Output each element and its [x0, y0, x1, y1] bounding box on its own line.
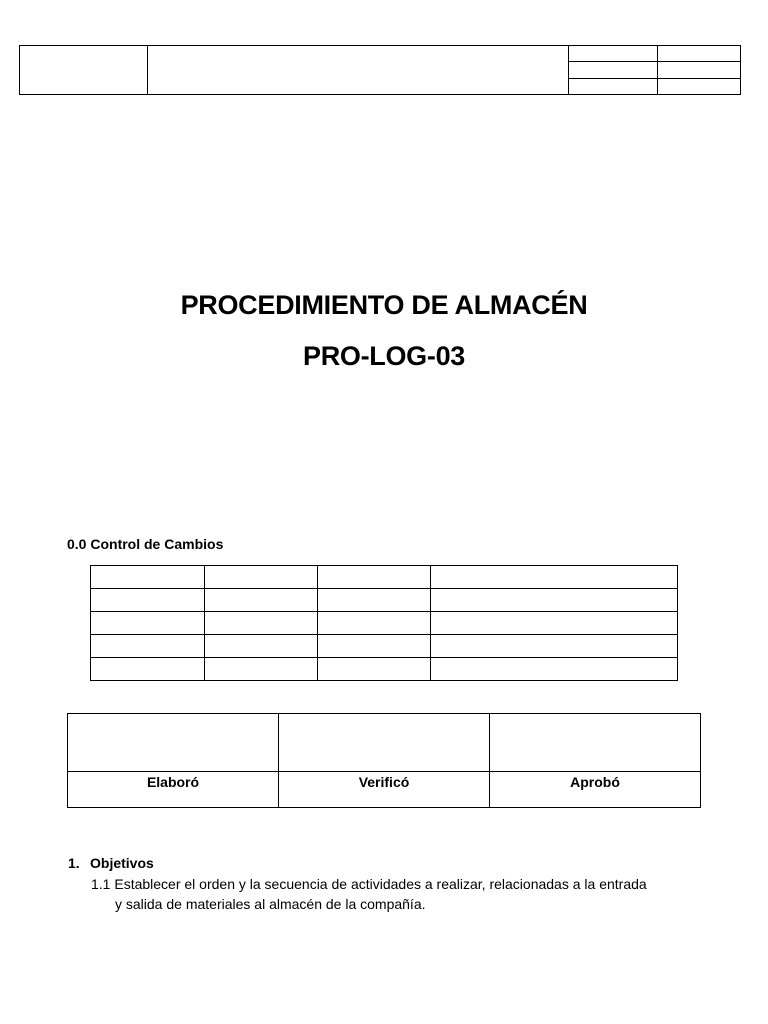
document-header-table — [19, 45, 741, 95]
control-de-cambios-table — [90, 565, 678, 681]
table-row — [91, 589, 678, 612]
table-cell — [91, 589, 205, 612]
table-cell — [205, 566, 318, 589]
table-cell — [91, 635, 205, 658]
header-meta-value — [658, 46, 741, 62]
table-cell — [205, 658, 318, 681]
control-de-cambios-heading: 0.0 Control de Cambios — [67, 536, 224, 552]
table-cell — [91, 658, 205, 681]
document-code: PRO-LOG-03 — [302, 341, 466, 371]
document-title: PROCEDIMIENTO DE ALMACÉN — [180, 290, 588, 320]
signature-box-verifico — [279, 714, 490, 772]
signature-box-elaboro — [68, 714, 279, 772]
table-cell — [431, 589, 678, 612]
table-row — [91, 566, 678, 589]
table-cell — [205, 612, 318, 635]
table-cell — [91, 566, 205, 589]
signature-box-aprobo — [490, 714, 701, 772]
table-row — [91, 612, 678, 635]
header-title-cell — [148, 46, 569, 95]
table-cell — [318, 635, 431, 658]
signature-label-elaboro: Elaboró — [68, 772, 279, 808]
table-cell — [205, 635, 318, 658]
header-meta-label — [569, 62, 658, 78]
table-cell — [431, 612, 678, 635]
table-cell — [318, 589, 431, 612]
item-text-line1: Establecer el orden y la secuencia de actividades a realizar, relacionadas a la entrada — [114, 876, 647, 892]
table-cell — [318, 612, 431, 635]
table-cell — [431, 635, 678, 658]
table-cell — [318, 566, 431, 589]
signature-label-aprobo: Aprobó — [490, 772, 701, 808]
header-meta-label — [569, 78, 658, 94]
table-row — [91, 658, 678, 681]
signature-table — [67, 713, 701, 808]
header-meta-value — [658, 78, 741, 94]
table-cell — [318, 658, 431, 681]
table-cell — [205, 589, 318, 612]
signature-label-verifico: Verificó — [279, 772, 490, 808]
header-meta-value — [658, 62, 741, 78]
header-meta-label — [569, 46, 658, 62]
table-cell — [431, 658, 678, 681]
objetivo-item — [91, 874, 711, 914]
table-row — [91, 635, 678, 658]
section-title: Objetivos — [90, 855, 154, 871]
item-text-line2: y salida de materiales al almacén de la compañía. — [115, 896, 426, 912]
header-logo-cell — [20, 46, 148, 95]
table-cell — [91, 612, 205, 635]
item-number: 1.1 — [91, 876, 111, 892]
objetivos-heading — [68, 855, 154, 871]
section-number: 1. — [68, 855, 80, 871]
table-cell — [431, 566, 678, 589]
